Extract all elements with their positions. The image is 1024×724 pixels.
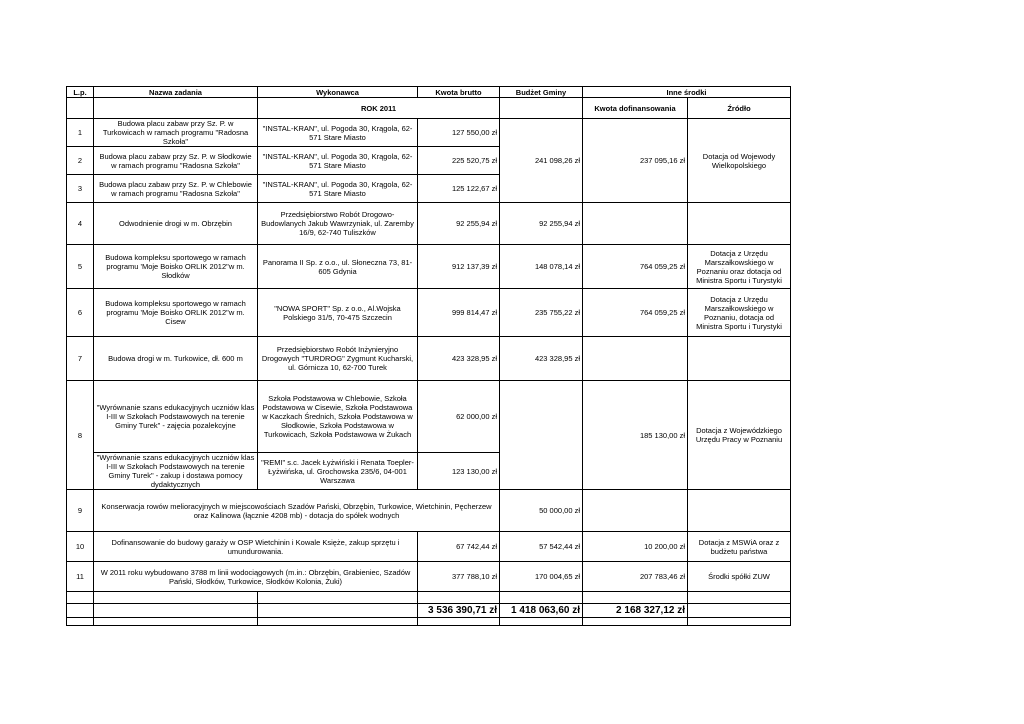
total-cofinancing: 2 168 327,12 zł <box>583 604 688 618</box>
header-lp: L.p. <box>67 87 94 98</box>
row-contractor: "REMI" s.c. Jacek Łyżwiński i Renata Toepler-Łyżwińska, ul. Grochowska 235/6, 04-001 Warszawa <box>258 453 418 490</box>
row-task: Odwodnienie drogi w m. Obrzębin <box>94 203 258 245</box>
row-lp: 3 <box>67 175 94 203</box>
row-task: W 2011 roku wybudowano 3788 m linii wodociągowych (m.in.: Obrzębin, Grabieniec, Szadów Pański, Słodków, Turkowice, Słodków Kolonia, Żuki) <box>94 562 418 592</box>
row-budget: 57 542,44 zł <box>500 532 583 562</box>
row-cofinancing: 185 130,00 zł <box>583 381 688 490</box>
row-lp: 6 <box>67 289 94 337</box>
row-gross: 92 255,94 zł <box>418 203 500 245</box>
header-gross: Kwota brutto <box>418 87 500 98</box>
row-budget: 170 004,65 zł <box>500 562 583 592</box>
row-lp: 1 <box>67 119 94 147</box>
row-budget: 50 000,00 zł <box>500 490 583 532</box>
row-lp: 8 <box>67 381 94 490</box>
row-gross: 423 328,95 zł <box>418 337 500 381</box>
total-budget: 1 418 063,60 zł <box>500 604 583 618</box>
totals-row <box>67 604 791 618</box>
row-lp: 7 <box>67 337 94 381</box>
table-row <box>67 203 791 245</box>
table-row <box>67 381 791 453</box>
row-lp: 5 <box>67 245 94 289</box>
row-task: Budowa placu zabaw przy Sz. P. w Słodkowie w ramach programu "Radosna Szkoła" <box>94 147 258 175</box>
row-gross: 377 788,10 zł <box>418 562 500 592</box>
row-source: Dotacja z Urzędu Marszałkowskiego w Poznaniu, dotacja od Ministra Sportu i Turystyki <box>688 289 791 337</box>
row-task: Budowa placu zabaw przy Sz. P. w Chlebowie w ramach programu "Radosna Szkoła" <box>94 175 258 203</box>
row-contractor: "INSTAL-KRAN", ul. Pogoda 30, Krągola, 62-571 Stare Miasto <box>258 175 418 203</box>
row-budget: 92 255,94 zł <box>500 203 583 245</box>
header-row <box>67 87 791 98</box>
row-gross: 123 130,00 zł <box>418 453 500 490</box>
header-budget: Budżet Gminy <box>500 87 583 98</box>
row-contractor: Przedsiębiorstwo Robót Drogowo-Budowlanych Jakub Wawrzyniak, ul. Zaremby 16/9, 62-740 Tuliszków <box>258 203 418 245</box>
subheader-row <box>67 98 791 119</box>
group-cofinancing: 237 095,16 zł <box>583 119 688 203</box>
row-task: Budowa kompleksu sportowego w ramach programu 'Moje Boisko ORLIK 2012"w m. Cisew <box>94 289 258 337</box>
year-label: ROK 2011 <box>258 98 500 119</box>
row-gross: 999 814,47 zł <box>418 289 500 337</box>
row-source: Dotacja z Wojewódzkiego Urzędu Pracy w Poznaniu <box>688 381 791 490</box>
header-cofinancing: Kwota dofinansowania <box>583 98 688 119</box>
row-gross: 225 520,75 zł <box>418 147 500 175</box>
row-source: Dotacja z MSWiA oraz z budżetu państwa <box>688 532 791 562</box>
row-gross: 67 742,44 zł <box>418 532 500 562</box>
empty-row <box>67 592 791 604</box>
table-row <box>67 490 791 532</box>
row-budget: 235 755,22 zł <box>500 289 583 337</box>
group-budget: 241 098,26 zł <box>500 119 583 203</box>
row-contractor: "INSTAL-KRAN", ul. Pogoda 30, Krągola, 62-571 Stare Miasto <box>258 119 418 147</box>
total-gross: 3 536 390,71 zł <box>418 604 500 618</box>
row-contractor: "INSTAL-KRAN", ul. Pogoda 30, Krągola, 62-571 Stare Miasto <box>258 147 418 175</box>
row-task: Budowa drogi w m. Turkowice, dł. 600 m <box>94 337 258 381</box>
table-row <box>67 119 791 147</box>
row-cofinancing: 10 200,00 zł <box>583 532 688 562</box>
row-cofinancing: 764 059,25 zł <box>583 289 688 337</box>
table-row <box>67 562 791 592</box>
table-row <box>67 532 791 562</box>
row-gross: 62 000,00 zł <box>418 381 500 453</box>
row-task: Budowa kompleksu sportowego w ramach programu 'Moje Boisko ORLIK 2012"w m. Słodków <box>94 245 258 289</box>
row-contractor: Przedsiębiorstwo Robót Inżynieryjno Drogowych "TURDROG" Zygmunt Kucharski, ul. Górnicza 10, 62-700 Turek <box>258 337 418 381</box>
row-gross: 912 137,39 zł <box>418 245 500 289</box>
table-row <box>67 289 791 337</box>
row-cofinancing: 207 783,46 zł <box>583 562 688 592</box>
row-budget: 423 328,95 zł <box>500 337 583 381</box>
row-gross: 125 122,67 zł <box>418 175 500 203</box>
row-lp: 11 <box>67 562 94 592</box>
row-task: "Wyrównanie szans edukacyjnych uczniów klas I-III w Szkołach Podstawowych na terenie Gminy Turek" - zajęcia pozalekcyjne <box>94 381 258 453</box>
header-source: Źródło <box>688 98 791 119</box>
row-contractor: Szkoła Podstawowa w Chlebowie, Szkoła Podstawowa w Cisewie, Szkoła Podstawowa w Kaczkach Średnich, Szkoła Podstawowa w Słodkowie, Szkoła Podstawowa w Turkowicach, Szkoła Podstawowa w Żukach <box>258 381 418 453</box>
header-contractor: Wykonawca <box>258 87 418 98</box>
table-row <box>67 337 791 381</box>
row-task: Konserwacja rowów melioracyjnych w miejscowościach Szadów Pański, Obrzębin, Turkowice, Wietchinin, Pęcherzew oraz Kalinowa (łącznie 4208 mb) - dotacja do spółek wodnych <box>94 490 500 532</box>
row-lp: 9 <box>67 490 94 532</box>
empty-row <box>67 618 791 626</box>
row-lp: 10 <box>67 532 94 562</box>
row-lp: 4 <box>67 203 94 245</box>
header-other-funds: Inne środki <box>583 87 791 98</box>
row-contractor: Panorama II Sp. z o.o., ul. Słoneczna 73, 81-605 Gdynia <box>258 245 418 289</box>
row-gross: 127 550,00 zł <box>418 119 500 147</box>
row-task: Budowa placu zabaw przy Sz. P. w Turkowicach w ramach programu "Radosna Szkoła" <box>94 119 258 147</box>
row-lp: 2 <box>67 147 94 175</box>
row-source: Środki spółki ZUW <box>688 562 791 592</box>
row-task: "Wyrównanie szans edukacyjnych uczniów klas I-III w Szkołach Podstawowych na terenie Gminy Turek" - zakup i dostawa pomocy dydaktycznych <box>94 453 258 490</box>
row-task: Dofinansowanie do budowy garaży w OSP Wietchinin i Kowale Księże, zakup sprzętu i umundurowania. <box>94 532 418 562</box>
investment-table <box>66 86 791 626</box>
group-source: Dotacja od Wojewody Wielkopolskiego <box>688 119 791 203</box>
row-budget: 148 078,14 zł <box>500 245 583 289</box>
row-source: Dotacja z Urzędu Marszałkowskiego w Poznaniu oraz dotacja od Ministra Sportu i Turystyki <box>688 245 791 289</box>
row-cofinancing: 764 059,25 zł <box>583 245 688 289</box>
row-contractor: "NOWA SPORT" Sp. z o.o., Al.Wojska Polskiego 31/5, 70-475 Szczecin <box>258 289 418 337</box>
table-row <box>67 245 791 289</box>
header-task: Nazwa zadania <box>94 87 258 98</box>
